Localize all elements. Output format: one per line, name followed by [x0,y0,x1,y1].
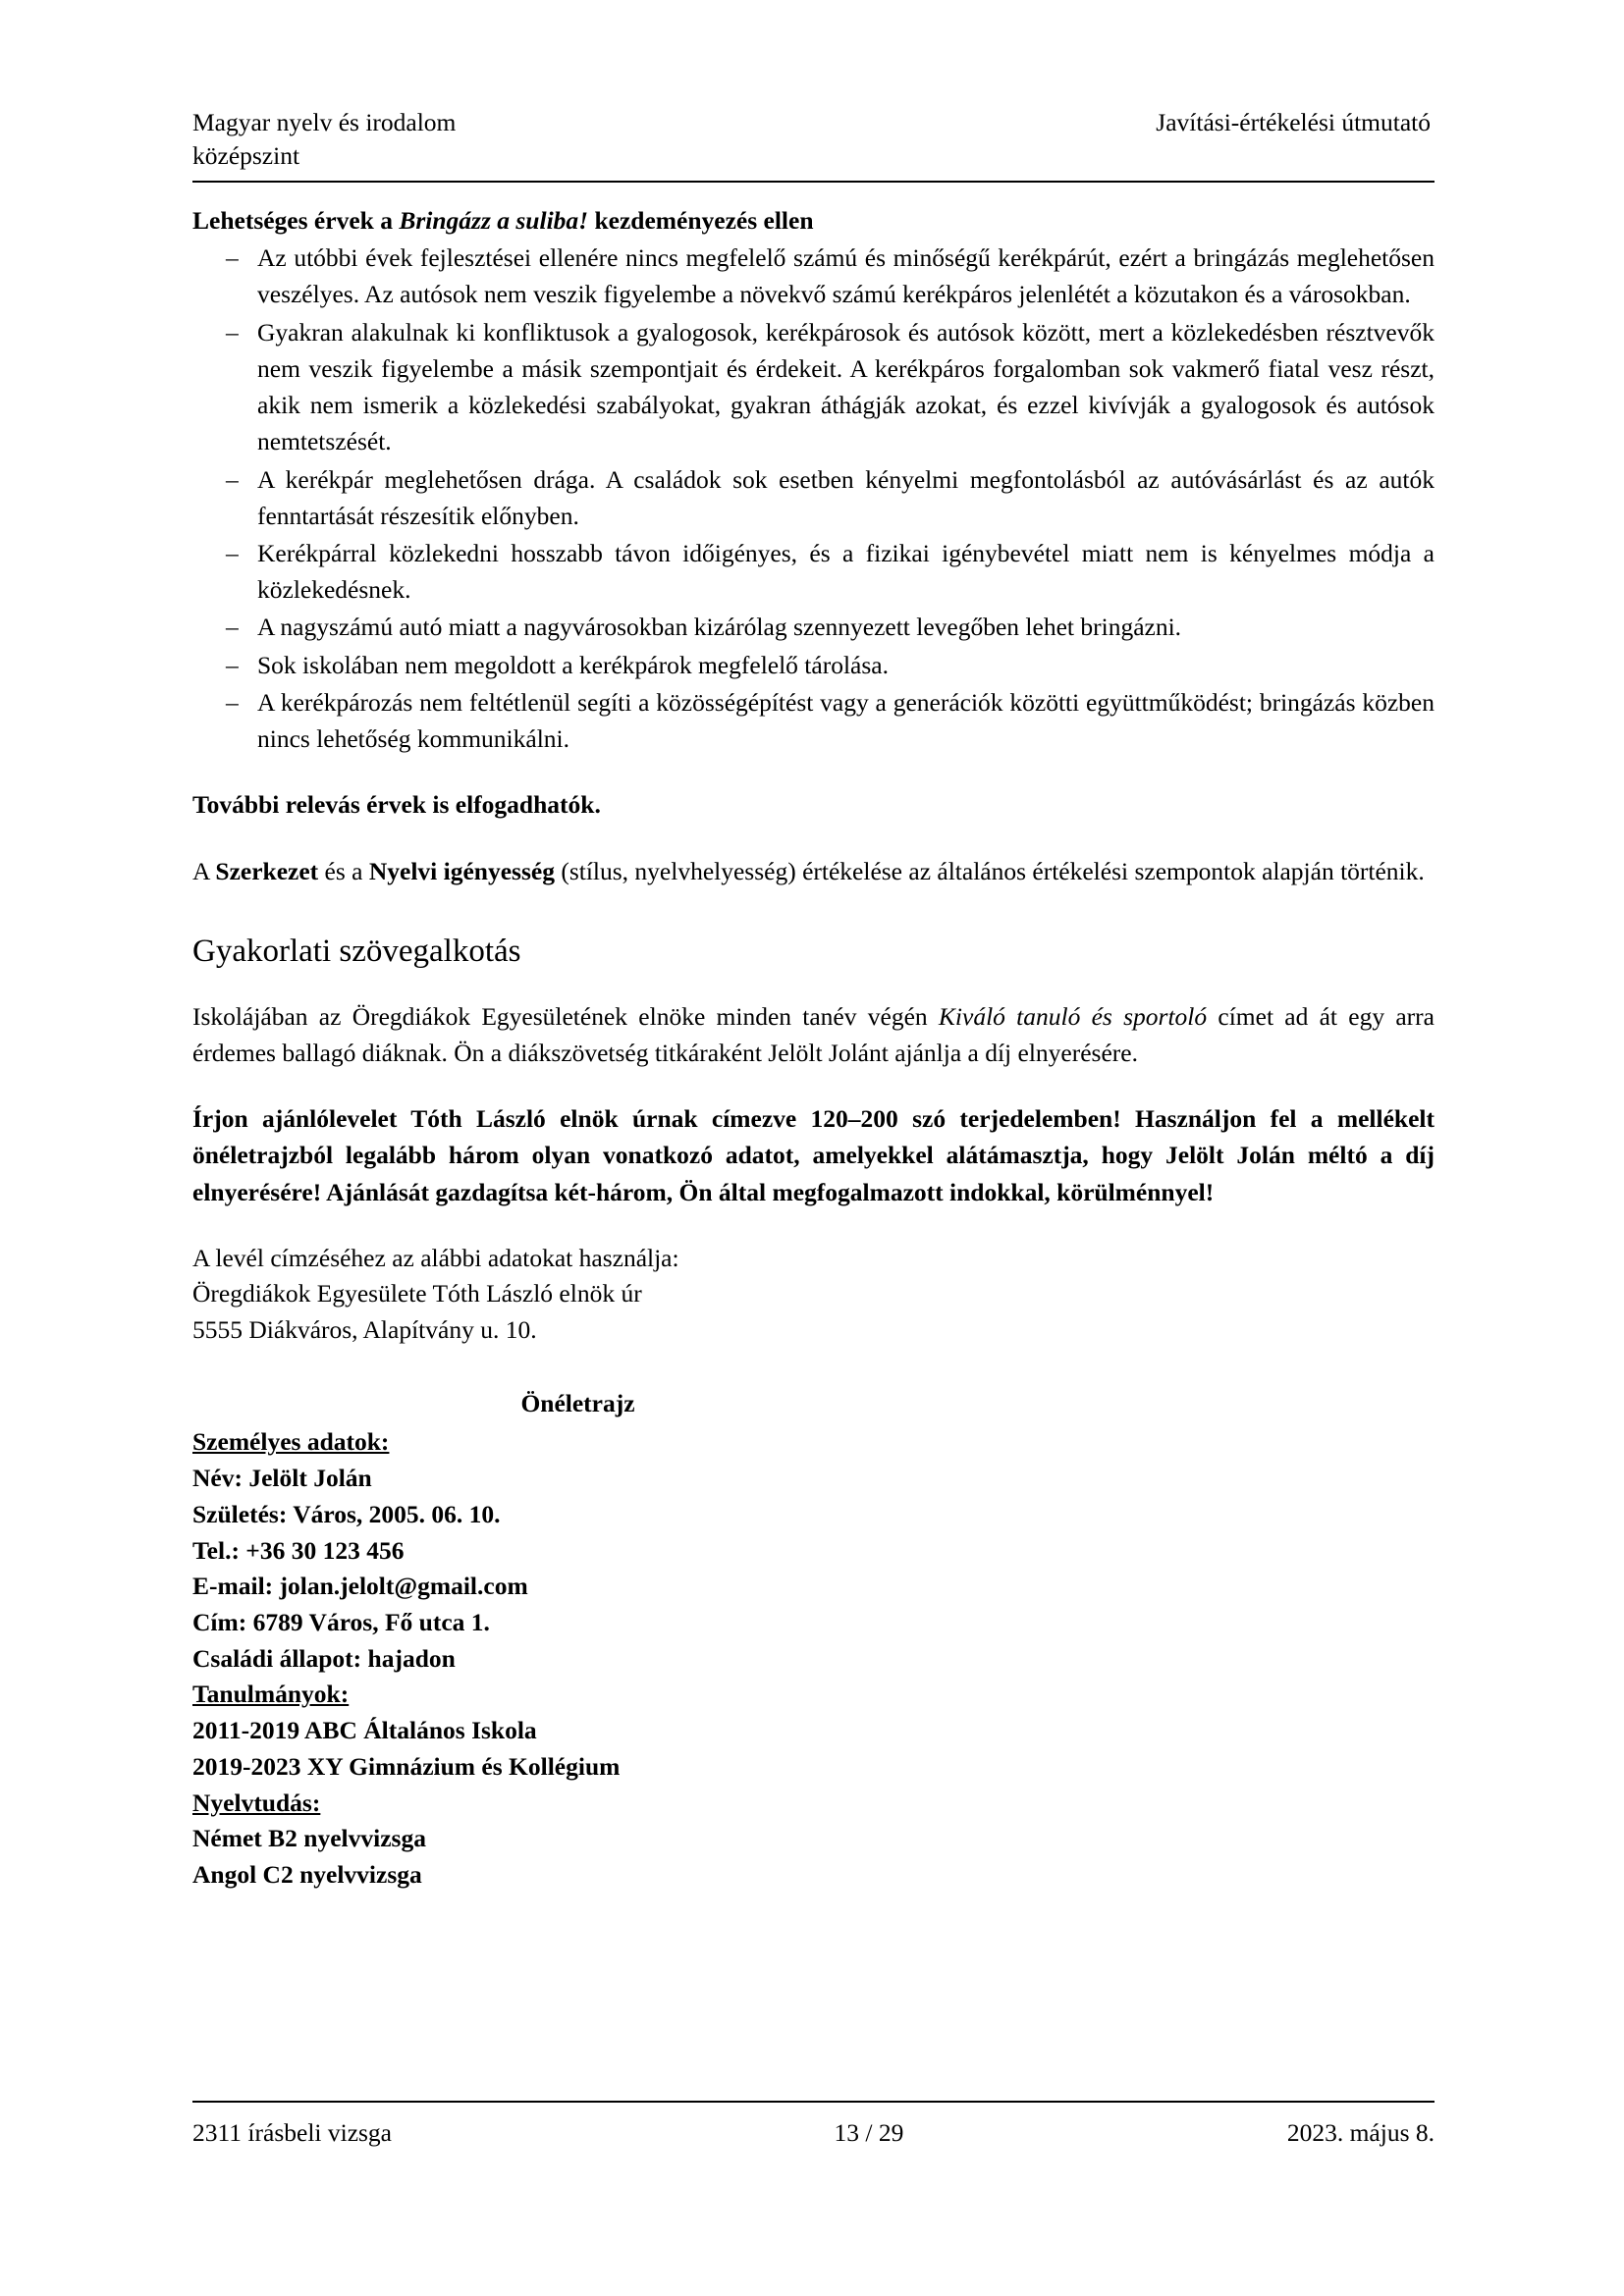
list-item-text: Az utóbbi évek fejlesztései ellenére nincs megfelelő számú és minőségű kerékpárút, ezért a bringázás meglehetősen veszélyes. Az autósok nem veszik figyelembe a növekvő számú kerékpáros jelenlétét a közutakon és a városokban. [257,243,1435,309]
exam-level: középszint [192,140,300,170]
cv-line: 2019-2023 XY Gimnázium és Kollégium [192,1751,621,1781]
cv-language-heading: Nyelvtudás: [192,1788,321,1817]
list-item-text: Gyakran alakulnak ki konfliktusok a gyalogosok, kerékpárosok és autósok között, mert a közlekedésben résztvevők nem veszik figyelembe a másik szempontjait és érdekeit. A kerékpáros forgalomban sok vakmerő fiatal vesz részt, akik nem ismerik a közlekedési szabályokat, gyakran áthágják azokat, és ezzel kivívják a gyalogosok és autósok nemtetszését. [257,317,1435,456]
address-line-2: 5555 Diákváros, Alapítvány u. 10. [192,1314,537,1344]
practical-intro-part2: címet ad át egy arra érdemes ballagó diáknak. Ön a diákszövetség titkáraként Jelölt Jolánt ajánlja a díj elnyerésére. [192,1001,1435,1067]
evaluation-note [192,853,1435,889]
footer-divider [192,2101,1435,2103]
dash-marker: – [226,613,239,642]
running-header [192,106,1435,173]
eval-note-part3: (stílus, nyelvhelyesség) értékelése az általános értékelési szempontok alapján történik. [554,856,1425,885]
list-item-text: A kerékpározás nem feltétlenül segíti a közösségépítést vagy a generációk közötti együttműködést; bringázás közben nincs lehetőség kommunikálni. [257,687,1435,754]
document-type: Javítási-értékelési útmutató [1156,108,1431,136]
list-item-text: A nagyszámú autó miatt a nagyvárosokban kizárólag szennyezett levegőben lehet bringázni. [257,613,1182,642]
arguments-title-italic: Bringázz a suliba! [399,205,589,235]
page-footer [192,2101,1435,2148]
practical-intro-part1: Iskolájában az Öregdiákok Egyesületének elnöke minden tanév végén [192,1001,939,1031]
dash-marker: – [226,687,239,717]
cv-line: Német B2 nyelvvizsga [192,1824,426,1853]
eval-note-part1: A [192,856,216,885]
task-instruction: Írjon ajánlólevelet Tóth László elnök úrnak címezve 120–200 szó terjedelemben! Használjon fel a mellékelt önéletrajzból legalább három olyan vonatkozó adatot, amelyekkel alátámasztja, hogy Jelölt Jolán méltó a díj elnyerésére! Ajánlását gazdagítsa két-három, Ön által megfogalmazott indokkal, körülménnyel! [192,1104,1435,1206]
address-lead: A levél címzéséhez az alábbi adatokat használja: [192,1243,679,1272]
list-item-text: Sok iskolában nem megoldott a kerékpárok megfelelő tárolása. [257,650,889,679]
further-arguments-note: További relevás érvek is elfogadhatók. [192,790,601,820]
eval-note-bold1: Szerkezet [215,856,319,885]
cv-line: Cím: 6789 Város, Fő utca 1. [192,1607,490,1636]
subject-title: Magyar nyelv és irodalom [192,108,457,136]
cv-title: Önéletrajz [520,1389,635,1418]
arguments-title-pre: Lehetséges érvek a [192,205,400,235]
list-item [192,535,1435,608]
footer-date: 2023. május 8. [1286,2118,1435,2147]
header-divider [192,181,1435,183]
list-item [192,461,1435,534]
list-item [192,647,1435,683]
arguments-list [192,240,1435,757]
list-item-text: A kerékpár meglehetősen drága. A családok sok esetben kényelmi megfontolásból az autóvásárlást és az autók fenntartását részesítik előnyben. [257,464,1435,530]
chapter-title: Gyakorlati szövegalkotás [192,933,521,969]
cv-body [192,1424,1435,1893]
footer-row [192,2118,1435,2148]
eval-note-bold2: Nyelvi igényesség [368,856,555,885]
practical-intro-italic: Kiváló tanuló és sportoló [938,1001,1208,1031]
cv-line: Születés: Város, 2005. 06. 10. [192,1499,501,1528]
running-header-left [192,106,456,173]
cv-line: Családi állapot: hajadon [192,1643,456,1673]
cv-line: 2011-2019 ABC Általános Iskola [192,1716,537,1745]
list-item [192,314,1435,460]
cv-line: E-mail: jolan.jelolt@gmail.com [192,1572,528,1601]
address-line-1: Öregdiákok Egyesülete Tóth László elnök úr [192,1278,642,1308]
arguments-title-post: kezdeményezés ellen [588,205,814,235]
dash-marker: – [226,464,239,494]
list-item [192,609,1435,645]
cv-line: Név: Jelölt Jolán [192,1464,372,1493]
list-item [192,240,1435,312]
footer-page-number: 13 / 29 [834,2118,904,2147]
dash-marker: – [226,243,239,273]
dash-marker: – [226,650,239,679]
list-item [192,684,1435,757]
cv-line: Angol C2 nyelvvizsga [192,1860,422,1889]
dash-marker: – [226,538,239,567]
cv-line: Tel.: +36 30 123 456 [192,1535,405,1565]
footer-exam-code: 2311 írásbeli vizsga [192,2118,393,2147]
page-content [192,106,1435,1894]
cv-studies-heading: Tanulmányok: [192,1680,350,1709]
dash-marker: – [226,317,239,347]
list-item-text: Kerékpárral közlekedni hosszabb távon időigényes, és a fizikai igénybevétel miatt nem is kényelmes módja a közlekedésnek. [257,538,1435,605]
arguments-section-title [192,204,1435,238]
practical-intro [192,998,1435,1071]
cv-personal-heading: Személyes adatok: [192,1427,390,1457]
eval-note-part2: és a [318,856,369,885]
